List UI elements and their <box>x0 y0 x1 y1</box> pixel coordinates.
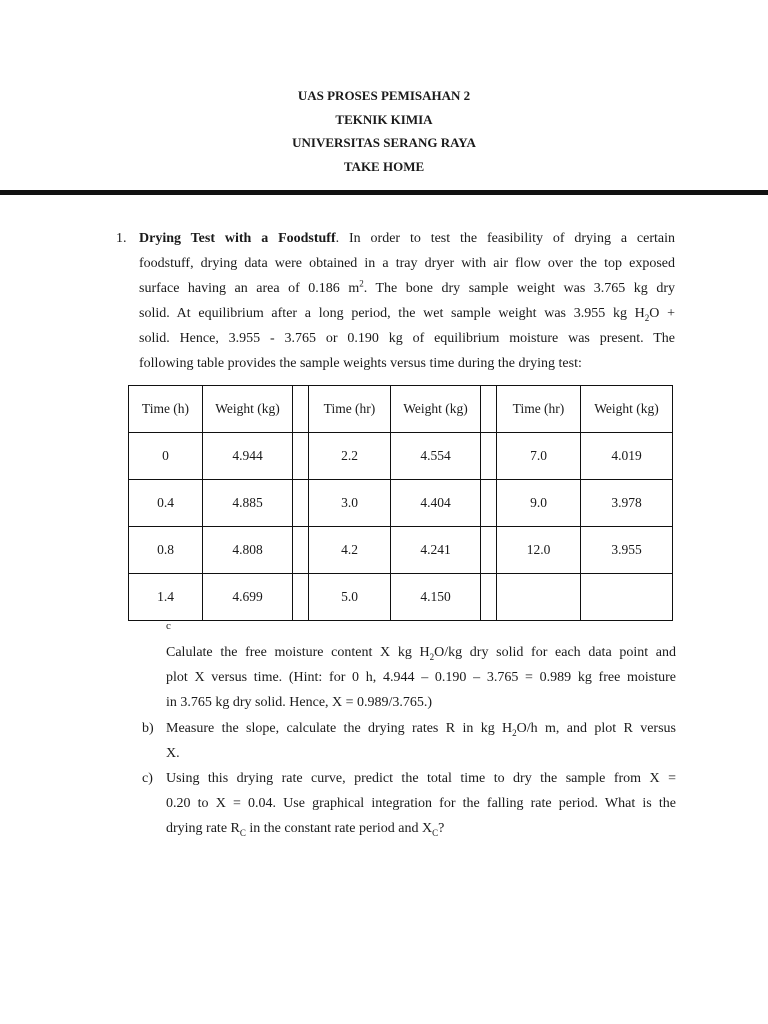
table-cell: 4.404 <box>391 480 481 527</box>
table-cell <box>497 574 581 621</box>
department: TEKNIK KIMIA <box>335 111 433 127</box>
table-header-cell: Time (hr) <box>497 386 581 433</box>
table-cell: 3.978 <box>581 480 673 527</box>
table-cell: 7.0 <box>497 433 581 480</box>
table-cell: 4.241 <box>391 527 481 574</box>
table-header-cell: Weight (kg) <box>203 386 293 433</box>
table-cell: 4.554 <box>391 433 481 480</box>
table-cell: 5.0 <box>309 574 391 621</box>
part-a-text: Calulate the free moisture content X kg $H_2O/kg$ dry solid for each data point and plot X versus time. (Hint: for 0 h, 4.944 – 0.190 – 3.765 = 0.989 kg free moisture in 3.765 kg dry solid. Hence, X = 0.989/3.765.) <box>166 645 676 710</box>
table-cell: 9.0 <box>497 480 581 527</box>
header-divider <box>0 190 768 195</box>
table-row <box>129 433 673 480</box>
table-row <box>129 480 673 527</box>
table-cell: 1.4 <box>129 574 203 621</box>
table-cell: 0.4 <box>129 480 203 527</box>
table-header-row <box>129 386 673 433</box>
stray-mark: c <box>166 620 171 632</box>
table-header-cell: Weight (kg) <box>391 386 481 433</box>
table-cell: 12.0 <box>497 527 581 574</box>
table-row <box>129 527 673 574</box>
part-b-text: Measure the slope, calculate the drying rates R in kg $H_2O/h$ m, and plot R versus X. <box>166 721 676 761</box>
drying-data-table <box>128 385 673 621</box>
table-spacer-cell <box>293 574 309 621</box>
table-spacer-cell <box>481 433 497 480</box>
table-cell: 4.944 <box>203 433 293 480</box>
table-cell <box>581 574 673 621</box>
part-b-label: b) <box>142 721 154 736</box>
table-cell: 4.699 <box>203 574 293 621</box>
table-cell: 4.150 <box>391 574 481 621</box>
table-spacer-cell <box>481 527 497 574</box>
table-header-cell: Time (hr) <box>309 386 391 433</box>
course-title: UAS PROSES PEMISAHAN 2 <box>297 88 471 103</box>
table-cell: 3.0 <box>309 480 391 527</box>
table-header-cell: Time (h) <box>129 386 203 433</box>
part-c-label: c) <box>142 771 153 786</box>
table-cell: 4.2 <box>309 527 391 574</box>
table-spacer-cell <box>481 480 497 527</box>
table-spacer-cell <box>293 480 309 527</box>
table-spacer-cell <box>293 433 309 480</box>
table-cell: 4.808 <box>203 527 293 574</box>
table-spacer-cell <box>293 527 309 574</box>
table-cell: 0 <box>129 433 203 480</box>
part-c-text: Using this drying rate curve, predict the total time to dry the sample from X = 0.20 to X = 0.04. Use graphical integration for the falling rate period. What is the drying rate $R_C$ in the constant rate period and $X_C$? <box>166 771 676 838</box>
document-header <box>0 84 768 178</box>
question-text: Drying Test with a Foodstuff. In order to test the feasibility of drying a certain foodstuff, drying data were obtained in a tray dryer with air flow over the top exposed surface having an area of 0.186 $m^2$. The bone dry sample weight was 3.765 kg dry solid. At equilibrium after a long period, the wet sample weight was 3.955 kg $H_2O$ + solid. Hence, 3.955 - 3.765 or 0.190 kg of equilibrium moisture was present. The following table provides the sample weights versus time during the drying test: <box>139 231 676 371</box>
table-spacer-cell <box>481 386 497 433</box>
table-cell: 2.2 <box>309 433 391 480</box>
table-cell: 0.8 <box>129 527 203 574</box>
university: UNIVERSITAS SERANG RAYA <box>292 135 476 150</box>
table-header-cell: Weight (kg) <box>581 386 673 433</box>
table-cell: 4.885 <box>203 480 293 527</box>
table-spacer-cell <box>481 574 497 621</box>
question-number: 1. <box>116 231 127 246</box>
table-row <box>129 574 673 621</box>
question-title: Drying Test with a Foodstuff <box>139 231 336 246</box>
table-cell: 3.955 <box>581 527 673 574</box>
exam-type: TAKE HOME <box>343 158 425 174</box>
table-spacer-cell <box>293 386 309 433</box>
table-cell: 4.019 <box>581 433 673 480</box>
